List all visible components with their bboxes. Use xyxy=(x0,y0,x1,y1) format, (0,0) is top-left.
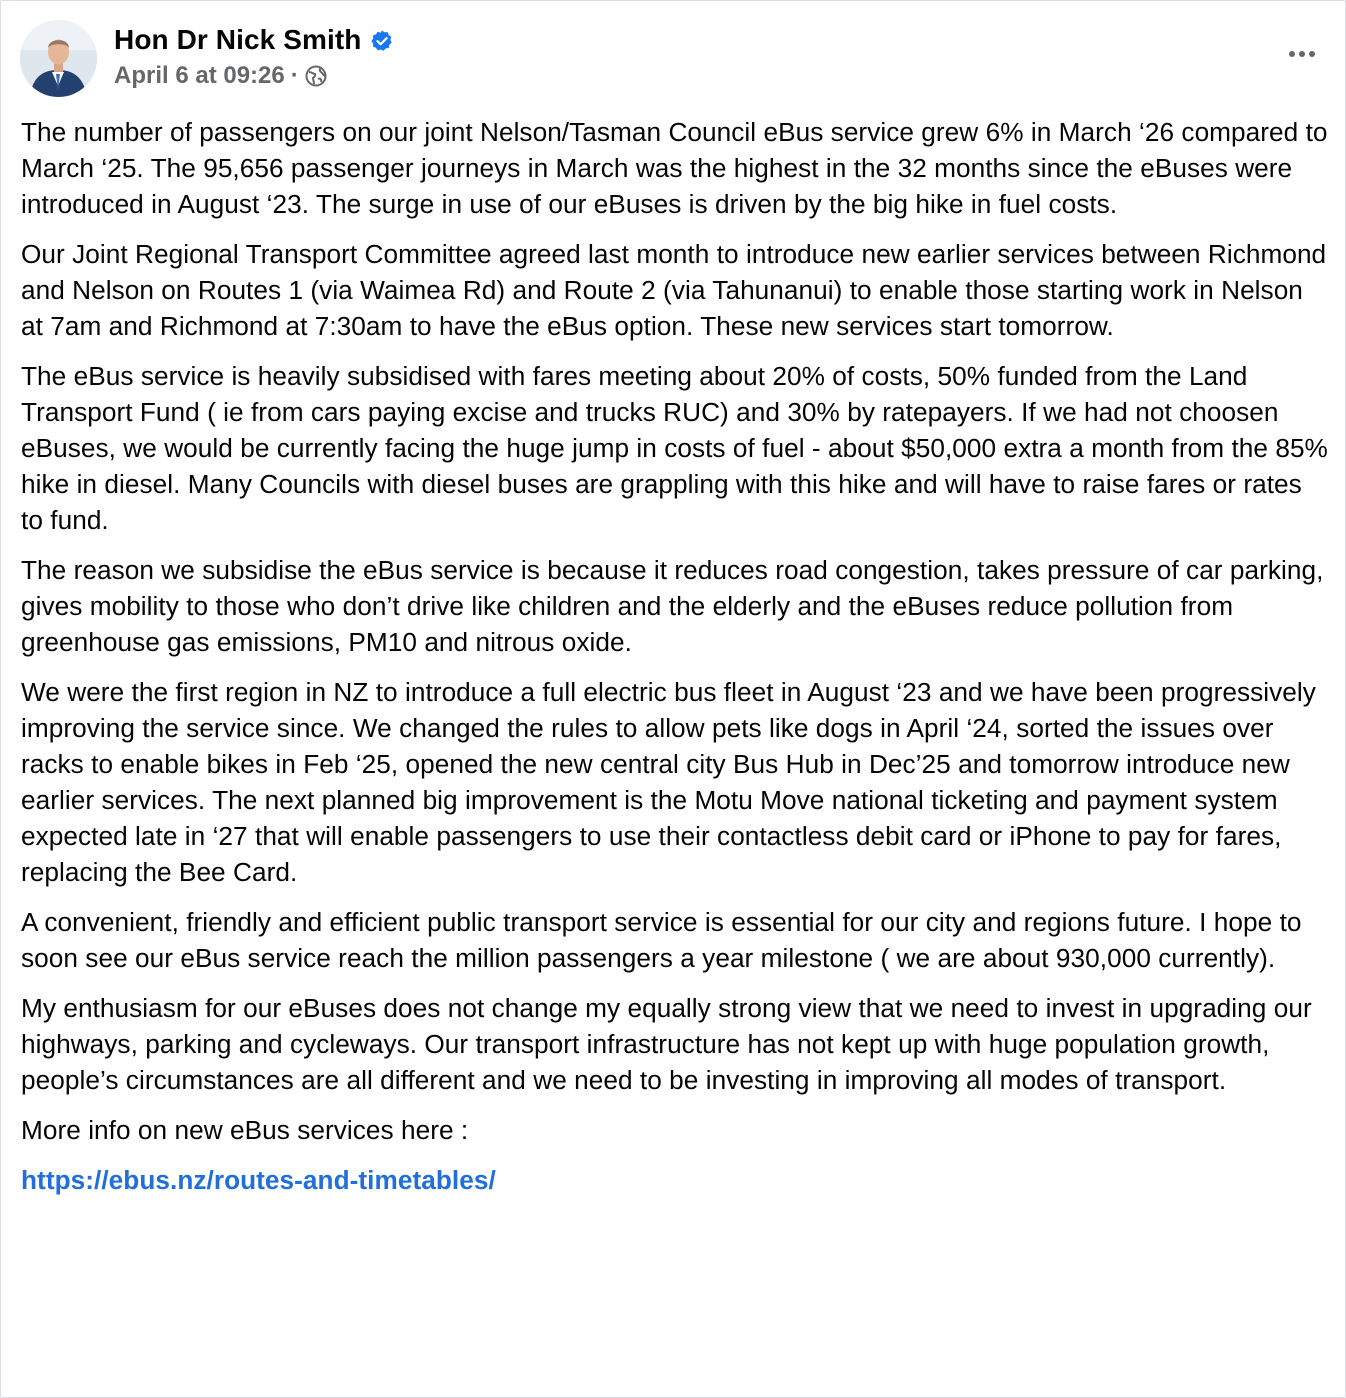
author-avatar[interactable] xyxy=(20,20,97,97)
link-paragraph xyxy=(21,1162,1331,1198)
post-paragraph-5: We were the first region in NZ to introduce a full electric bus fleet in August ‘23 and we have been progressively improving the service since. We changed the rules to allow pets like dogs in April ‘24, sorted the issues over racks to enable bikes in Feb ‘25, opened the new central city Bus Hub in Dec’25 and tomorrow introduce new earlier services. The next planned big improvement is the Motu Move national ticketing and payment system expected late in ‘27 that will enable passengers to use their contactless debit card or iPhone to pay for fares, replacing the Bee Card. xyxy=(21,677,1316,887)
globe-icon[interactable] xyxy=(305,65,327,87)
post-paragraph-7: My enthusiasm for our eBuses does not change my equally strong view that we need to invest in upgrading our highways, parking and cycleways. Our transport infrastructure has not kept up with huge population growth, people’s circumstances are all different and we need to be investing in improving all modes of transport. xyxy=(21,993,1312,1095)
timetable-link[interactable]: https://ebus.nz/routes-and-timetables/ xyxy=(21,1165,496,1195)
post-paragraph-3: The eBus service is heavily subsidised with fares meeting about 20% of costs, 50% funded from the Land Transport Fund ( ie from cars paying excise and trucks RUC) and 30% by ratepayers. If we had not choosen eBuses, we would be currently facing the huge jump in costs of fuel - about $50,000 extra a month from the 85% hike in diesel. Many Councils with diesel buses are grappling with this hike and will have to raise fares or rates to fund. xyxy=(21,361,1328,535)
post-timestamp[interactable]: April 6 at 09:26 xyxy=(114,62,285,89)
more-options-icon[interactable] xyxy=(1282,42,1322,66)
post-paragraph-8: More info on new eBus services here : xyxy=(21,1115,469,1145)
author-name-text[interactable]: Hon Dr Nick Smith xyxy=(114,24,362,55)
author-name[interactable] xyxy=(114,24,394,56)
post-meta xyxy=(114,62,327,90)
post-paragraph-1: The number of passengers on our joint Nelson/Tasman Council eBus service grew 6% in March ‘26 compared to March ‘25. The 95,656 passenger journeys in March was the highest in the 32 months since the eBuses were introduced in August ‘23. The surge in use of our eBuses is driven by the big hike in fuel costs. xyxy=(21,117,1328,219)
avatar-image xyxy=(20,20,97,97)
post-paragraph-4: The reason we subsidise the eBus service is because it reduces road congestion, takes pressure of car parking, gives mobility to those who don’t drive like children and the elderly and the eBuses reduce pollution from greenhouse gas emissions, PM10 and nitrous oxide. xyxy=(21,555,1324,657)
post-paragraph-2: Our Joint Regional Transport Committee agreed last month to introduce new earlier services between Richmond and Nelson on Routes 1 (via Waimea Rd) and Route 2 (via Tahunanui) to enable those starting work in Nelson at 7am and Richmond at 7:30am to have the eBus option. These new services start tomorrow. xyxy=(21,239,1327,341)
verified-badge-icon xyxy=(370,28,394,52)
post-body xyxy=(21,114,1331,1212)
post-header xyxy=(20,20,1326,100)
meta-separator: · xyxy=(290,62,299,89)
post-paragraph-6: A convenient, friendly and efficient public transport service is essential for our city and regions future. I hope to soon see our eBus service reach the million passengers a year milestone ( we are about 930,000 currently). xyxy=(21,907,1302,973)
